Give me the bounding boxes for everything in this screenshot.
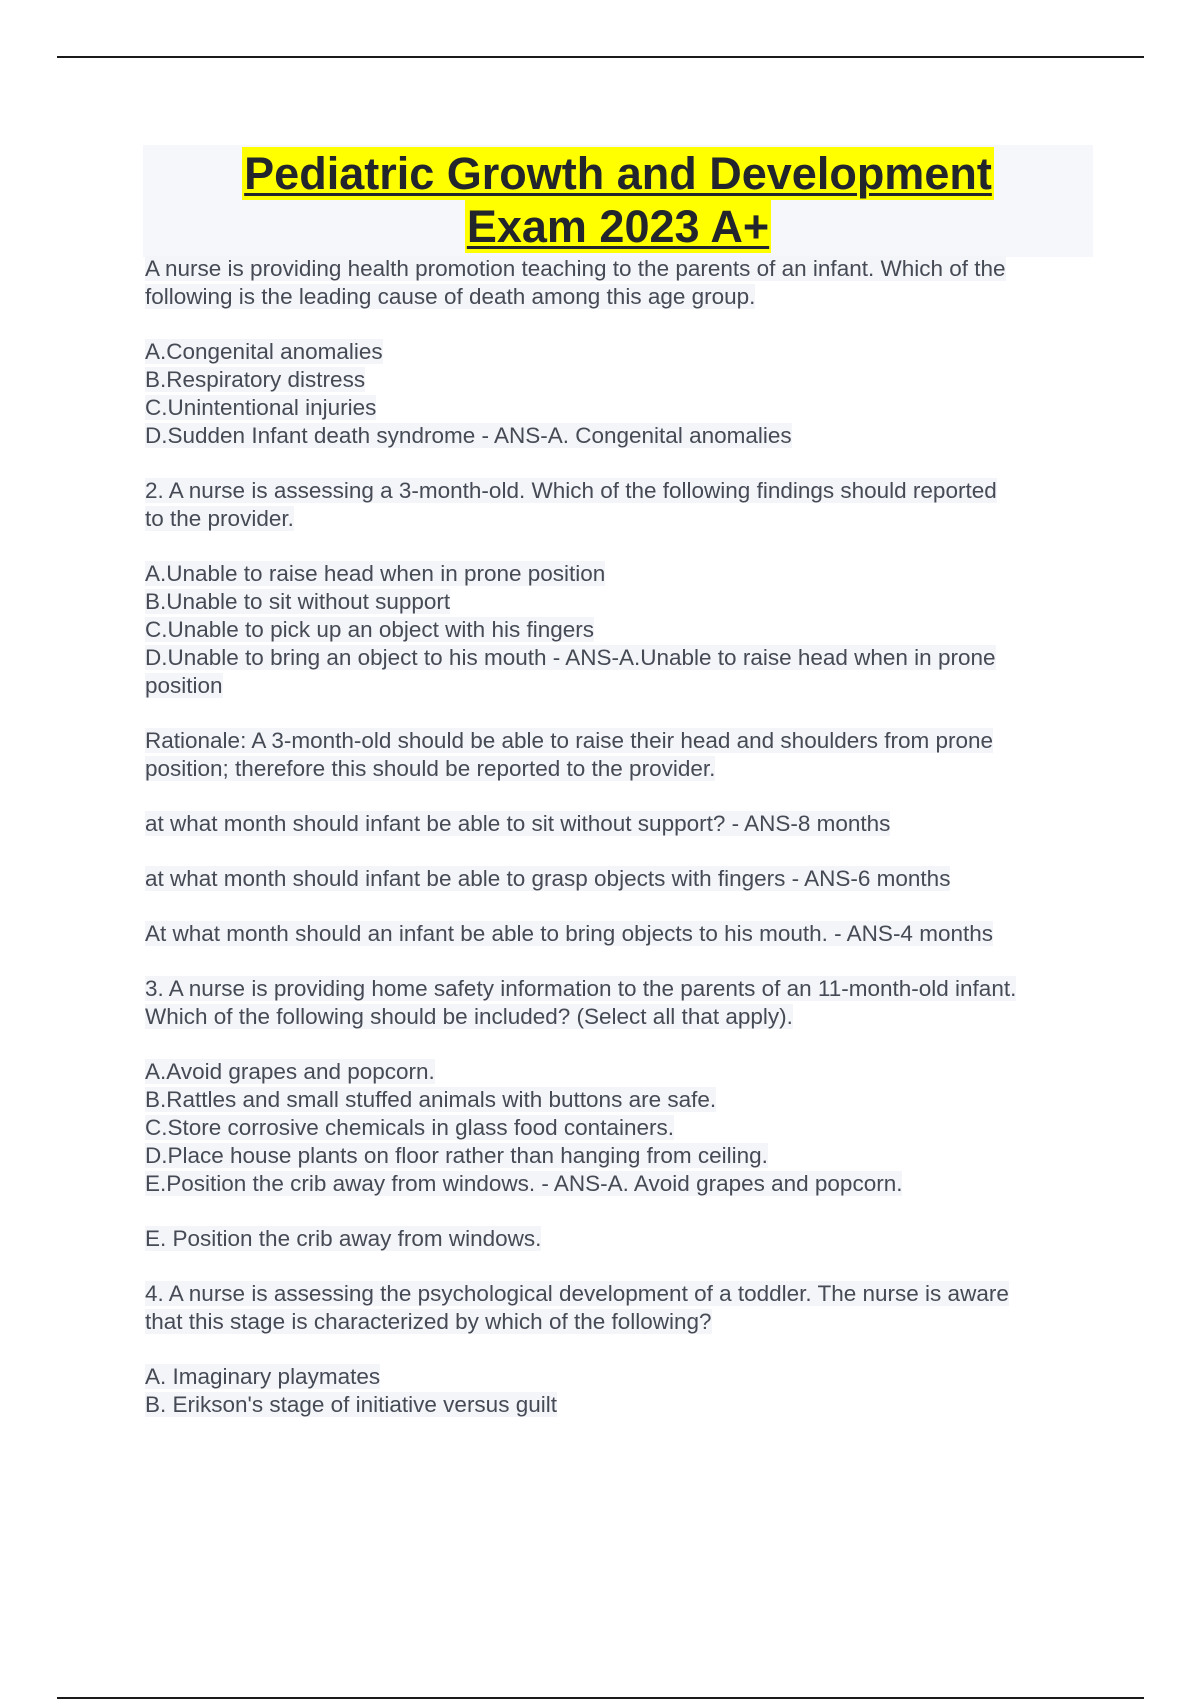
text-line [145,810,1095,838]
text-line-content: that this stage is characterized by which of the following? [145,1309,712,1334]
text-line-content: at what month should infant be able to sit without support? - ANS-8 months [145,811,891,836]
text-line [145,588,1095,616]
paragraph [145,255,1095,311]
text-line [145,283,1095,311]
paragraph [145,1363,1095,1419]
paragraph [145,727,1095,783]
text-line-content: to the provider. [145,506,294,531]
text-line [145,644,1095,672]
text-line [145,1142,1095,1170]
text-line-content: E. Position the crib away from windows. [145,1226,542,1251]
paragraph [145,560,1095,700]
paragraph [145,975,1095,1031]
paragraph [145,865,1095,893]
text-line [145,394,1095,422]
text-line [145,1170,1095,1198]
text-line [145,1114,1095,1142]
text-line [145,477,1095,505]
paragraph [145,920,1095,948]
paragraph [145,1058,1095,1198]
text-line-content: D.Sudden Infant death syndrome - ANS-A. Congenital anomalies [145,423,792,448]
text-line-content: at what month should infant be able to grasp objects with fingers - ANS-6 months [145,866,951,891]
text-line [145,1058,1095,1086]
text-line-content: following is the leading cause of death among this age group. [145,284,756,309]
text-line [145,1003,1095,1031]
text-line [145,1086,1095,1114]
text-line [145,338,1095,366]
title-block [143,145,1093,257]
paragraph [145,477,1095,533]
text-line-content: E.Position the crib away from windows. - ANS-A. Avoid grapes and popcorn. [145,1171,903,1196]
text-line [145,1391,1095,1419]
text-line-content: Rationale: A 3-month-old should be able to raise their head and shoulders from prone [145,728,994,753]
text-line [145,1280,1095,1308]
text-line-content: A.Unable to raise head when in prone position [145,561,606,586]
text-line-content: A nurse is providing health promotion teaching to the parents of an infant. Which of the [145,256,1006,281]
text-line-content: B.Rattles and small stuffed animals with buttons are safe. [145,1087,717,1112]
text-line-content: 4. A nurse is assessing the psychological development of a toddler. The nurse is aware [145,1281,1009,1306]
text-line [145,1308,1095,1336]
text-line-content: C.Unable to pick up an object with his fingers [145,617,594,642]
bottom-rule [57,1697,1144,1699]
text-line-content: At what month should an infant be able to bring objects to his mouth. - ANS-4 months [145,921,993,946]
paragraph [145,810,1095,838]
text-line-content: 2. A nurse is assessing a 3-month-old. Which of the following findings should reported [145,478,997,503]
page-title-line-2: Exam 2023 A+ [466,201,770,252]
text-line-content: C.Store corrosive chemicals in glass food containers. [145,1115,674,1140]
text-line-content: A.Congenital anomalies [145,339,383,364]
text-line-content: D.Place house plants on floor rather than hanging from ceiling. [145,1143,768,1168]
text-line [145,920,1095,948]
text-line [145,1363,1095,1391]
text-line [145,505,1095,533]
text-line [145,755,1095,783]
paragraph [145,1280,1095,1336]
text-line [145,975,1095,1003]
text-line-content: position [145,673,223,698]
text-line-content: A.Avoid grapes and popcorn. [145,1059,435,1084]
text-line-content: D.Unable to bring an object to his mouth - ANS-A.Unable to raise head when in prone [145,645,996,670]
text-line [145,672,1095,700]
page-title-line-1: Pediatric Growth and Development [244,148,992,199]
text-line-content: 3. A nurse is providing home safety information to the parents of an 11-month-old infant. [145,976,1017,1001]
text-line-content: A. Imaginary playmates [145,1364,381,1389]
text-line-content: C.Unintentional injuries [145,395,377,420]
text-line-content: B.Unable to sit without support [145,589,451,614]
text-line [145,560,1095,588]
text-line-content: position; therefore this should be reported to the provider. [145,756,716,781]
paragraph [145,1225,1095,1253]
text-line [145,366,1095,394]
text-line-content: B.Respiratory distress [145,367,366,392]
text-line [145,616,1095,644]
text-line [145,1225,1095,1253]
top-rule [57,56,1144,58]
text-line-content: B. Erikson's stage of initiative versus guilt [145,1392,557,1417]
paragraph [145,338,1095,450]
text-line-content: Which of the following should be included? (Select all that apply). [145,1004,793,1029]
text-line [145,865,1095,893]
text-line [145,727,1095,755]
text-line [145,255,1095,283]
document-body [145,255,1095,1446]
text-line [145,422,1095,450]
